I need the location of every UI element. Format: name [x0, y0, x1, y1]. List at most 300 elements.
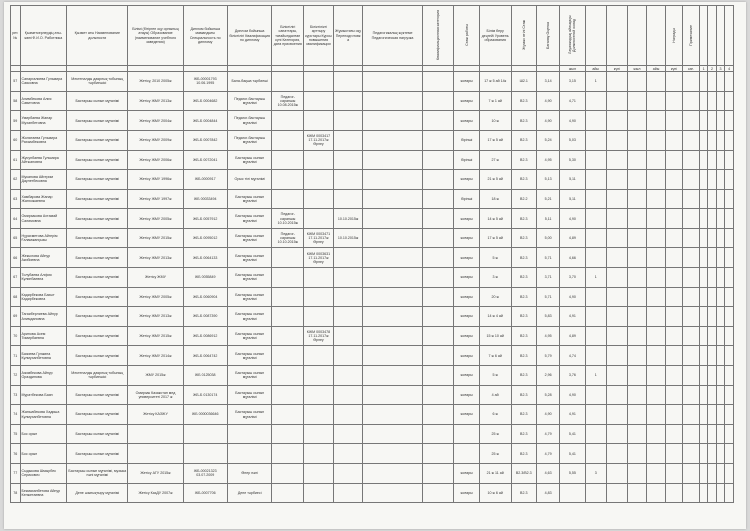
- cell-qual: Бастауыш сынып мұғалімі: [227, 307, 271, 327]
- empty-cell: [708, 385, 716, 405]
- cell-load: [363, 287, 422, 307]
- table-body: [11, 72, 734, 503]
- cell-courses: КЖМ 0003471 17.11.2017ж Өрлеу: [304, 228, 334, 248]
- cell-qual: Педагог-бастауыш мұғалімі: [227, 111, 271, 131]
- cell-edu: Жетісу ЖМУ 2013ж: [128, 248, 183, 268]
- empty-cell: [682, 287, 699, 307]
- subheader-cell: күні: [666, 66, 683, 72]
- empty-cell: [699, 424, 707, 444]
- cell-cat: [272, 287, 304, 307]
- cell-qual: Бастауыш сынып мұғалімі: [227, 150, 271, 170]
- empty-cell: [708, 287, 716, 307]
- cell-stage: жоғары: [454, 268, 479, 288]
- cell-load: [363, 424, 422, 444]
- table-row: [11, 150, 734, 170]
- empty-cell: [699, 111, 707, 131]
- cell-cat: [272, 346, 304, 366]
- empty-cell: [682, 170, 699, 190]
- header-cell: Педагогикалық жүктеме Педагогическая нагрузка: [363, 6, 422, 66]
- cell-name: Жолатаева Гульмира Рахымбековна: [20, 130, 67, 150]
- empty-cell: [699, 228, 707, 248]
- cell-edu: Жетісу ЖМУ 2009ж: [128, 130, 183, 150]
- cell-load: [363, 248, 422, 268]
- empty-cell: [708, 346, 716, 366]
- cell-edu: Жетісу ЖМУ 2015ж: [128, 326, 183, 346]
- cell-retrain: [333, 248, 363, 268]
- cell-retrain: 10.10.2015ж: [333, 228, 363, 248]
- cell-stage: жоғары: [454, 209, 479, 229]
- cell-retrain: [333, 111, 363, 131]
- empty-cell: [716, 366, 724, 386]
- cell-lvl: 20 ж: [479, 287, 511, 307]
- cell-score: 5,21: [536, 189, 559, 209]
- empty-cell: [725, 424, 734, 444]
- empty-cell: [725, 326, 734, 346]
- header-cell: [627, 6, 646, 66]
- cell-retrain: [333, 444, 363, 464]
- empty-cell: [708, 366, 716, 386]
- cell-exp: В2.3: [511, 326, 536, 346]
- empty-cell: [716, 405, 724, 425]
- cell-courses: [304, 209, 334, 229]
- header-cell: [682, 6, 699, 66]
- cell-num: 58: [11, 91, 21, 111]
- empty-cell: [682, 385, 699, 405]
- empty-cell: [627, 170, 646, 190]
- cell-spec: ЖБ-Б 0130174: [183, 385, 227, 405]
- cell-position: Бастауыш сынып мұғалімі: [67, 405, 128, 425]
- cell-qual: Бастауыш сынып мұғалімі: [227, 405, 271, 425]
- empty-cell: [716, 424, 724, 444]
- cell-spec: ЖБ 0000036646: [183, 405, 227, 425]
- cell-spec: ЖБ-Б 0072041: [183, 150, 227, 170]
- empty-cell: [725, 91, 734, 111]
- cell-lvl: 17 ж 5 ай: [479, 228, 511, 248]
- cell-cat: [272, 268, 304, 288]
- cell-note: [606, 385, 627, 405]
- cell-spec: ЖБ-00001793 10.06.1995: [183, 72, 227, 92]
- cell-exp: В2.3: [511, 424, 536, 444]
- empty-cell: [699, 268, 707, 288]
- cell-exp: В2.3: [511, 111, 536, 131]
- empty-cell: [716, 228, 724, 248]
- cell-exp: В2.3: [511, 287, 536, 307]
- empty-cell: [708, 170, 716, 190]
- cell-stage: [454, 424, 479, 444]
- table-row: [11, 405, 734, 425]
- table-row: [11, 385, 734, 405]
- subheader-cell: күні: [606, 66, 627, 72]
- cell-courses: [304, 307, 334, 327]
- empty-cell: [682, 405, 699, 425]
- header-cell: [560, 6, 585, 66]
- empty-cell: [627, 424, 646, 444]
- cell-note: [606, 111, 627, 131]
- cell-note: [606, 326, 627, 346]
- cell-kcat: [422, 346, 454, 366]
- empty-cell: [627, 287, 646, 307]
- cell-courses: [304, 72, 334, 92]
- empty-cell: [716, 444, 724, 464]
- empty-cell: [666, 424, 683, 444]
- cell-cat: Педагог-сарапшы 10.10.2015ж: [272, 209, 304, 229]
- empty-cell: [666, 72, 683, 92]
- empty-cell: [646, 268, 665, 288]
- cell-score: 2,96: [536, 366, 559, 386]
- empty-cell: [699, 346, 707, 366]
- empty-cell: [646, 189, 665, 209]
- cell-salary: 3,76: [560, 366, 585, 386]
- empty-cell: [646, 424, 665, 444]
- cell-exp: Ш2.1: [511, 72, 536, 92]
- cell-load: [363, 150, 422, 170]
- cell-retrain: [333, 346, 363, 366]
- subheader-cell: 4: [725, 66, 734, 72]
- cell-exp: В2.3/В2.3: [511, 464, 536, 484]
- header-cell-vertical: Стаж работы: [464, 24, 469, 46]
- cell-courses: [304, 444, 334, 464]
- cell-lvl: 10 ж 6 ай: [479, 483, 511, 503]
- cell-kcat: [422, 91, 454, 111]
- empty-cell: [708, 464, 716, 484]
- empty-cell: [682, 366, 699, 386]
- cell-position: Бастауыш сынып мұғалімі: [67, 287, 128, 307]
- cell-stage: жоғары: [454, 346, 479, 366]
- table-row: [11, 366, 734, 386]
- header-cell: Біліктілікті арттыру курстары Курсы повышения квалификации: [304, 6, 334, 66]
- cell-courses: [304, 91, 334, 111]
- cell-num: 61: [11, 150, 21, 170]
- empty-cell: [666, 248, 683, 268]
- cell-load: [363, 268, 422, 288]
- empty-cell: [699, 189, 707, 209]
- cell-award: [585, 248, 606, 268]
- cell-position: Мектепалды даярлық тобының тәрбиешісі: [67, 72, 128, 92]
- cell-name: Жусупбаева Гульмира Айтжановна: [20, 150, 67, 170]
- empty-cell: [708, 268, 716, 288]
- empty-cell: [666, 346, 683, 366]
- cell-qual: Бастауыш сынып мұғалімі: [227, 189, 271, 209]
- header-cell: [606, 6, 627, 66]
- table-row: [11, 130, 734, 150]
- header-cell: Диплом бойынша біліктілігі Квалификация по диплому: [227, 6, 271, 66]
- cell-num: 73: [11, 385, 21, 405]
- cell-load: [363, 346, 422, 366]
- cell-num: 70: [11, 326, 21, 346]
- cell-name: Азимбекова Айнур Ораздинова: [20, 366, 67, 386]
- empty-cell: [646, 170, 665, 190]
- subheader-cell: жыл: [560, 66, 585, 72]
- cell-exp: В2.3: [511, 130, 536, 150]
- cell-spec: ЖБ-Б 0007842: [183, 130, 227, 150]
- cell-note: [606, 72, 627, 92]
- empty-cell: [646, 405, 665, 425]
- cell-lvl: 21 ж 5 ай: [479, 170, 511, 190]
- cell-salary: 5,11: [560, 189, 585, 209]
- scanned-document-page: [4, 2, 746, 529]
- cell-position: Бастауыш сынып мұғалімі: [67, 150, 128, 170]
- cell-position: Бастауыш сынып мұғалімі: [67, 248, 128, 268]
- cell-score: 5,24: [536, 130, 559, 150]
- cell-score: 4,95: [536, 150, 559, 170]
- cell-spec: ЖБ-0000917: [183, 170, 227, 190]
- empty-cell: [627, 91, 646, 111]
- header-cell: Қызмет аты Наименование должности: [67, 6, 128, 66]
- empty-cell: [646, 150, 665, 170]
- empty-cell: [627, 130, 646, 150]
- empty-cell: [725, 307, 734, 327]
- empty-cell: [682, 268, 699, 288]
- cell-retrain: [333, 405, 363, 425]
- header-cell: [716, 6, 724, 66]
- cell-retrain: [333, 424, 363, 444]
- cell-cat: [272, 366, 304, 386]
- empty-cell: [716, 72, 724, 92]
- cell-note: [606, 91, 627, 111]
- cell-name: Муканова Айгерим Даулетбековна: [20, 170, 67, 190]
- cell-load: [363, 130, 422, 150]
- cell-lvl: 10 ж: [479, 111, 511, 131]
- cell-stage: бірінші: [454, 130, 479, 150]
- cell-salary: 4,89: [560, 228, 585, 248]
- cell-spec: ЖБ 00033494: [183, 189, 227, 209]
- cell-courses: [304, 268, 334, 288]
- empty-cell: [666, 170, 683, 190]
- cell-courses: [304, 170, 334, 190]
- cell-edu: Жетісу ЖМУ 2013ж: [128, 307, 183, 327]
- header-cell: [454, 6, 479, 66]
- empty-cell: [725, 72, 734, 92]
- cell-position: Бастауыш сынып мұғалімі: [67, 385, 128, 405]
- empty-cell: [646, 91, 665, 111]
- table-row: [11, 444, 734, 464]
- table-row: [11, 228, 734, 248]
- table-row: [11, 346, 734, 366]
- subheader-cell: айы: [646, 66, 665, 72]
- empty-cell: [646, 209, 665, 229]
- empty-cell: [725, 464, 734, 484]
- cell-spec: ЖБ 0125038: [183, 366, 227, 386]
- empty-cell: [699, 326, 707, 346]
- cell-cat: [272, 385, 304, 405]
- cell-spec: ЖБ-Б 0004682: [183, 91, 227, 111]
- cell-stage: жоғары: [454, 170, 479, 190]
- header-cell: Қызметкерлердің аты-жөні Ф.И.О. Работника: [20, 6, 67, 66]
- cell-qual: [227, 444, 271, 464]
- cell-award: [585, 307, 606, 327]
- cell-exp: В2.3: [511, 307, 536, 327]
- cell-cat: [272, 72, 304, 92]
- cell-load: [363, 91, 422, 111]
- empty-cell: [666, 91, 683, 111]
- cell-award: [585, 483, 606, 503]
- cell-retrain: [333, 91, 363, 111]
- header-cell: [511, 6, 536, 66]
- cell-award: [585, 130, 606, 150]
- cell-note: [606, 464, 627, 484]
- cell-courses: [304, 346, 334, 366]
- cell-position: Бастауыш сынып мұғалімі: [67, 130, 128, 150]
- cell-edu: Жетісу АГУ 2015ж: [128, 464, 183, 484]
- cell-exp: В2.3: [511, 483, 536, 503]
- cell-qual: Өнер пәні: [227, 464, 271, 484]
- cell-cat: [272, 483, 304, 503]
- cell-score: 4,79: [536, 444, 559, 464]
- empty-cell: [627, 228, 646, 248]
- cell-kcat: [422, 307, 454, 327]
- cell-exp: В2.2: [511, 189, 536, 209]
- cell-qual: Бастауыш сынып мұғалімі: [227, 385, 271, 405]
- empty-cell: [725, 111, 734, 131]
- cell-name: Жаныабекова Хадиша Кулмуханбетовна: [20, 405, 67, 425]
- cell-score: 4,90: [536, 111, 559, 131]
- empty-cell: [666, 287, 683, 307]
- cell-courses: [304, 405, 334, 425]
- empty-cell: [725, 346, 734, 366]
- cell-spec: ЖБ-Б 0064742: [183, 346, 227, 366]
- empty-cell: [666, 385, 683, 405]
- cell-note: [606, 209, 627, 229]
- cell-num: 69: [11, 307, 21, 327]
- cell-exp: В2.3: [511, 228, 536, 248]
- header-cell: [725, 6, 734, 66]
- empty-cell: [699, 91, 707, 111]
- cell-name: Сапаргалиева Гульмира Саяковна: [20, 72, 67, 92]
- cell-score: 4,95: [536, 326, 559, 346]
- cell-stage: жоғары: [454, 483, 479, 503]
- table-row: [11, 170, 734, 190]
- cell-note: [606, 366, 627, 386]
- header-cell: рет. №: [11, 6, 21, 66]
- empty-cell: [716, 111, 724, 131]
- cell-award: [585, 91, 606, 111]
- cell-lvl: 21 ж 11 ай: [479, 464, 511, 484]
- cell-load: [363, 307, 422, 327]
- empty-cell: [627, 111, 646, 131]
- cell-qual: [227, 424, 271, 444]
- cell-award: 1: [585, 72, 606, 92]
- cell-kcat: [422, 111, 454, 131]
- cell-load: [363, 326, 422, 346]
- subheader-cell: 3: [716, 66, 724, 72]
- cell-load: [363, 72, 422, 92]
- cell-note: [606, 307, 627, 327]
- cell-load: [363, 385, 422, 405]
- header-cell-vertical: Квалификационная категория: [435, 9, 440, 60]
- empty-cell: [725, 228, 734, 248]
- cell-score: 4,90: [536, 405, 559, 425]
- cell-num: 66: [11, 248, 21, 268]
- cell-score: 4,83: [536, 483, 559, 503]
- cell-qual: Бастауыш сынып мұғалімі: [227, 346, 271, 366]
- cell-courses: [304, 366, 334, 386]
- cell-position: Бастауыш сынып мұғалімі: [67, 209, 128, 229]
- empty-cell: [716, 170, 724, 190]
- table-row: [11, 189, 734, 209]
- cell-exp: В2.3: [511, 91, 536, 111]
- cell-salary: 5,41: [560, 424, 585, 444]
- cell-note: [606, 483, 627, 503]
- cell-note: [606, 130, 627, 150]
- cell-stage: жоғары: [454, 326, 479, 346]
- cell-position: Дене шынықтыру мұғалімі: [67, 483, 128, 503]
- cell-qual: Бастауыш сынып мұғалімі: [227, 248, 271, 268]
- cell-edu: [128, 424, 183, 444]
- cell-cat: [272, 326, 304, 346]
- cell-award: [585, 444, 606, 464]
- cell-stage: жоғары: [454, 91, 479, 111]
- cell-courses: [304, 424, 334, 444]
- empty-cell: [682, 130, 699, 150]
- cell-position: Бастауыш сынып мұғалімі: [67, 91, 128, 111]
- empty-cell: [708, 483, 716, 503]
- empty-cell: [646, 444, 665, 464]
- cell-edu: Жетісу ЖМУ 1997ж: [128, 189, 183, 209]
- empty-cell: [682, 444, 699, 464]
- cell-lvl: 27 ж: [479, 150, 511, 170]
- empty-cell: [682, 189, 699, 209]
- cell-note: [606, 189, 627, 209]
- cell-qual: Бастауыш сынып мұғалімі: [227, 326, 271, 346]
- empty-cell: [708, 307, 716, 327]
- empty-cell: [725, 150, 734, 170]
- cell-exp: В2.3: [511, 444, 536, 464]
- cell-salary: 3,70: [560, 268, 585, 288]
- empty-cell: [716, 464, 724, 484]
- cell-spec: ЖБ-Б 0060904: [183, 287, 227, 307]
- cell-kcat: [422, 405, 454, 425]
- cell-score: 5,79: [536, 346, 559, 366]
- cell-score: 5,11: [536, 209, 559, 229]
- cell-name: Муратбекова Баян: [20, 385, 67, 405]
- cell-stage: жоғары: [454, 72, 479, 92]
- cell-spec: ЖБ-Б 0087390: [183, 307, 227, 327]
- cell-retrain: [333, 287, 363, 307]
- cell-name: Умирбаева Жанар Муханбетовна: [20, 111, 67, 131]
- header-cell-vertical: Награды: [671, 27, 676, 43]
- cell-stage: жоғары: [454, 307, 479, 327]
- cell-num: 68: [11, 287, 21, 307]
- cell-name: Базиева Гулжина Кулмуханбетовна: [20, 346, 67, 366]
- header-cell: [585, 6, 606, 66]
- cell-courses: [304, 287, 334, 307]
- empty-cell: [716, 268, 724, 288]
- empty-cell: [682, 248, 699, 268]
- cell-note: [606, 228, 627, 248]
- cell-courses: [304, 150, 334, 170]
- empty-cell: [725, 483, 734, 503]
- cell-lvl: 15 ж 10 ай: [479, 326, 511, 346]
- cell-edu: Жетісу ЖМУ: [128, 268, 183, 288]
- empty-cell: [646, 326, 665, 346]
- cell-courses: [304, 189, 334, 209]
- empty-cell: [708, 444, 716, 464]
- cell-award: 1: [585, 366, 606, 386]
- cell-award: [585, 405, 606, 425]
- empty-cell: [666, 483, 683, 503]
- empty-cell: [708, 405, 716, 425]
- cell-name: Тагаиберлиева Айнур Алимдановна: [20, 307, 67, 327]
- cell-edu: Жетісу КАЗЖУ: [128, 405, 183, 425]
- cell-retrain: [333, 326, 363, 346]
- empty-cell: [699, 483, 707, 503]
- cell-score: 5,71: [536, 248, 559, 268]
- cell-position: Бастауыш сынып мұғалімі: [67, 228, 128, 248]
- cell-stage: бірінші: [454, 189, 479, 209]
- cell-position: Бастауыш сынып мұғалімі: [67, 346, 128, 366]
- cell-note: [606, 170, 627, 190]
- cell-award: 1: [585, 268, 606, 288]
